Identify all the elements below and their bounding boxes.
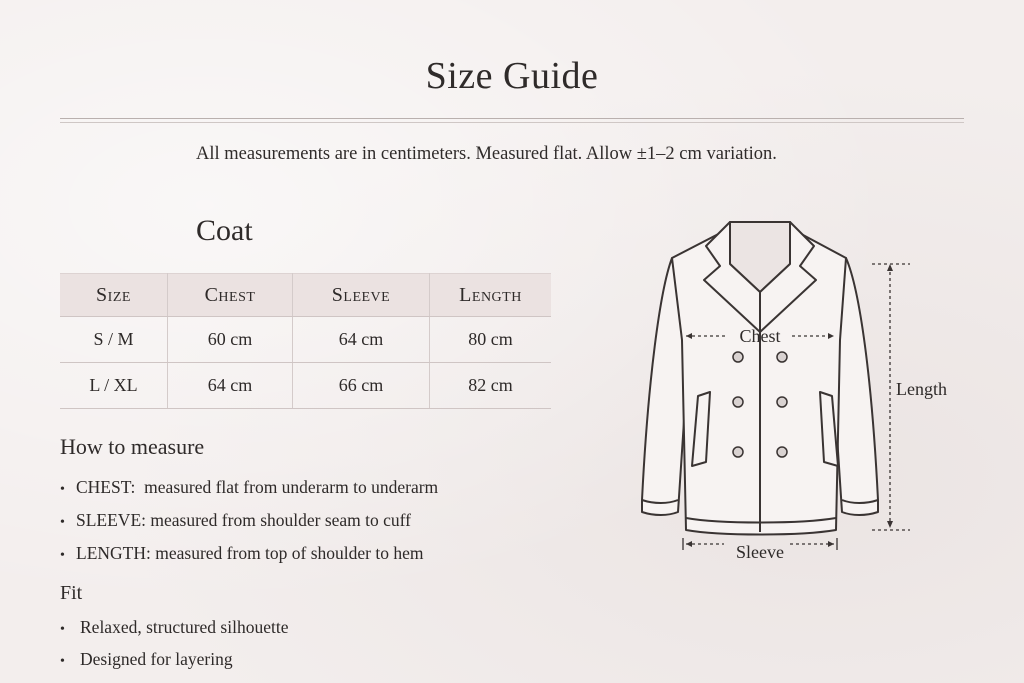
- fit-item: Relaxed, structured silhouette: [80, 617, 289, 637]
- title-divider-secondary: [60, 122, 964, 123]
- sleeve-cell: 66 cm: [293, 363, 430, 409]
- table-row: [60, 363, 551, 409]
- table-header-row: [60, 274, 551, 317]
- list-item: [60, 542, 438, 575]
- how-to-measure-list: [60, 476, 438, 575]
- chest-cell: 60 cm: [168, 317, 293, 363]
- column-header-chest: Chest: [168, 274, 293, 317]
- bullet-icon: •: [60, 548, 65, 563]
- sleeve-label: Sleeve: [736, 542, 784, 562]
- length-cell: 82 cm: [430, 363, 552, 409]
- how-to-measure-heading: How to measure: [60, 434, 205, 459]
- page-title: Size Guide: [425, 55, 599, 97]
- sleeve-cell: 64 cm: [293, 317, 430, 363]
- list-item: [60, 509, 438, 542]
- measure-term-sleeve: SLEEVE:: [76, 510, 146, 530]
- section-title: Coat: [196, 214, 253, 247]
- column-header-length: Length: [430, 274, 552, 317]
- bullet-icon: •: [60, 622, 65, 637]
- coat-illustration-icon: [620, 200, 1000, 580]
- measure-text-sleeve: measured from shoulder seam to cuff: [150, 510, 412, 530]
- size-table: [60, 273, 551, 409]
- list-item: [60, 648, 288, 680]
- bullet-icon: •: [60, 654, 65, 669]
- fit-list: [60, 616, 288, 680]
- fit-item: Designed for layering: [80, 649, 233, 669]
- length-label: Length: [896, 379, 947, 399]
- measurement-note: All measurements are in centimeters. Measured flat. Allow ±1–2 cm variation.: [196, 144, 777, 164]
- title-divider: [60, 118, 964, 119]
- length-cell: 80 cm: [430, 317, 552, 363]
- measure-term-length: LENGTH:: [76, 543, 151, 563]
- size-cell: L / XL: [60, 363, 168, 409]
- bullet-icon: •: [60, 482, 65, 497]
- chest-cell: 64 cm: [168, 363, 293, 409]
- chest-label: Chest: [739, 326, 781, 346]
- list-item: [60, 616, 288, 648]
- measure-text-length: measured from top of shoulder to hem: [155, 543, 424, 563]
- column-header-sleeve: Sleeve: [293, 274, 430, 317]
- size-cell: S / M: [60, 317, 168, 363]
- column-header-size: Size: [60, 274, 168, 317]
- measure-term-chest: CHEST:: [76, 477, 136, 497]
- list-item: [60, 476, 438, 509]
- table-row: [60, 317, 551, 363]
- measure-text-chest: measured flat from underarm to underarm: [144, 477, 439, 497]
- fit-heading: Fit: [60, 582, 83, 604]
- bullet-icon: •: [60, 515, 65, 530]
